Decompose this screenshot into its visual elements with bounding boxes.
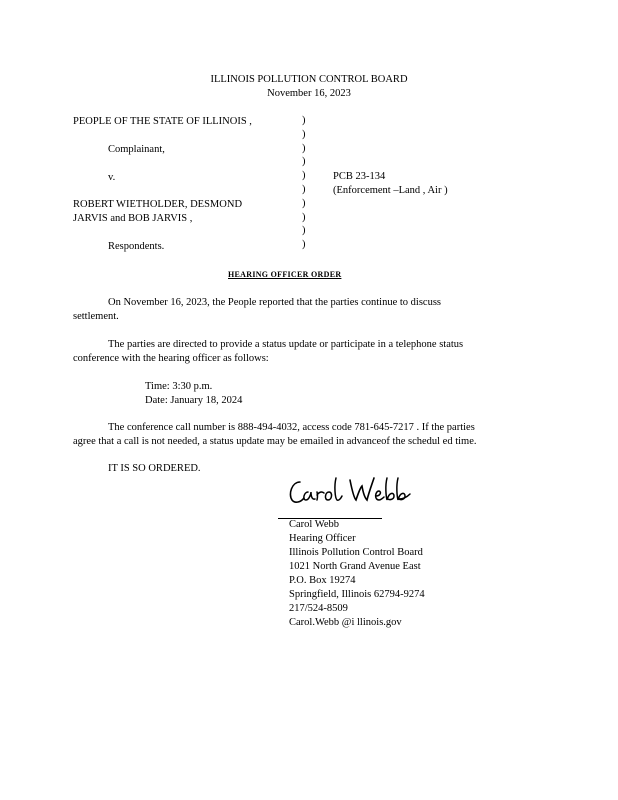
phone-number: 217/524-8509	[289, 603, 348, 614]
paren: )	[302, 170, 306, 182]
address-line-2: P.O. Box 19274	[289, 575, 356, 586]
order-date: November 16, 2023	[267, 88, 351, 99]
paren: )	[302, 239, 306, 251]
paren: )	[302, 197, 306, 209]
paragraph-1-line-1: On November 16, 2023, the People reported that the parties continue to discuss	[108, 297, 442, 308]
paragraph-1-line-2: settlement.	[73, 311, 119, 322]
paragraph-3-line-1: The conference call number is 888-494-4032, access code 781-645-7217 . If the parties	[108, 422, 475, 433]
signer-name: Carol Webb	[289, 519, 339, 530]
paragraph-3-line-2: agree that a call is not needed, a status update may be emailed in advanceof the schedul ed time.	[73, 436, 477, 447]
respondents-names-line2: JARVIS and BOB JARVIS ,	[73, 213, 193, 224]
address-line-1: 1021 North Grand Avenue East	[289, 561, 421, 572]
versus-label: v.	[108, 172, 116, 183]
email-link[interactable]: Carol.Webb @i llinois.gov	[289, 617, 402, 628]
paren: )	[302, 142, 306, 154]
complainant-label: Complainant,	[108, 144, 165, 155]
conference-time: Time: 3:30 p.m.	[145, 381, 213, 392]
paren: )	[302, 156, 306, 168]
address-city: Springfield, Illinois 62794-9274	[289, 589, 425, 600]
paren: )	[302, 128, 306, 140]
paragraph-2-line-2: conference with the hearing officer as follows:	[73, 353, 269, 364]
paragraph-2-line-1: The parties are directed to provide a status update or participate in a telephone status	[108, 339, 464, 350]
respondents-names-line1: ROBERT WIETHOLDER, DESMOND	[73, 199, 243, 210]
agency-name: ILLINOIS POLLUTION CONTROL BOARD	[210, 74, 408, 85]
caption-parentheses	[302, 114, 306, 252]
plaintiff-name: PEOPLE OF THE STATE OF ILLINOIS ,	[73, 116, 252, 127]
handwritten-signature	[286, 472, 416, 512]
paren: )	[302, 211, 306, 223]
paren: )	[302, 183, 306, 195]
paren: )	[302, 115, 306, 126]
paren: )	[302, 225, 306, 237]
signer-title: Hearing Officer	[289, 533, 356, 544]
signer-organization: Illinois Pollution Control Board	[289, 547, 423, 558]
order-title: HEARING OFFICER ORDER	[228, 270, 342, 279]
respondents-label: Respondents.	[108, 241, 165, 252]
so-ordered: IT IS SO ORDERED.	[108, 463, 201, 474]
case-number: PCB 23-134	[333, 171, 386, 182]
case-type: (Enforcement –Land , Air )	[333, 185, 448, 196]
conference-date: Date: January 18, 2024	[145, 395, 243, 406]
